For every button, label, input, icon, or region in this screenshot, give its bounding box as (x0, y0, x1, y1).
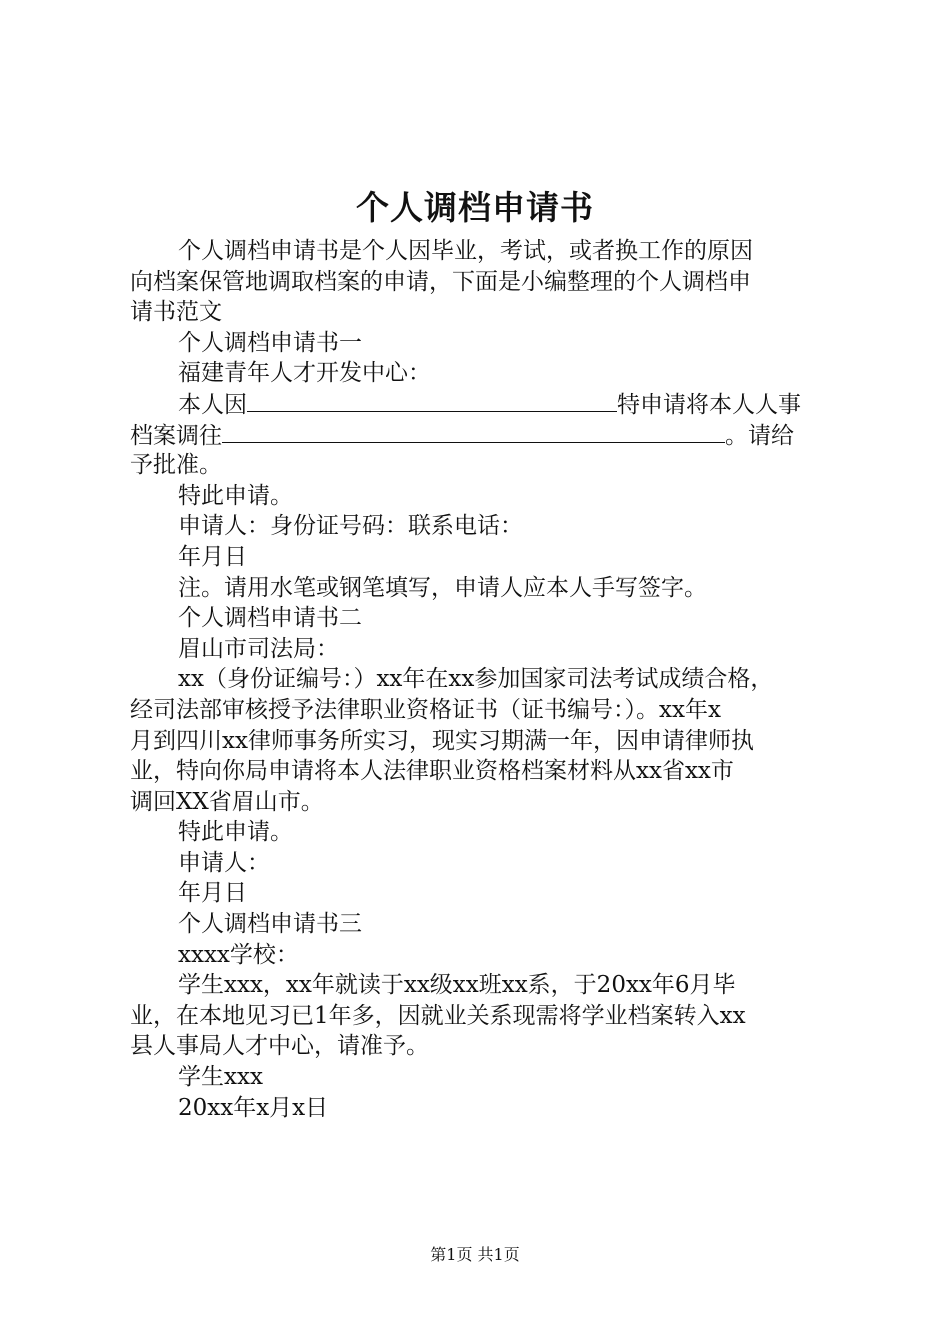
body-text: 。请给 (725, 422, 794, 449)
intro-line-2: 向档案保管地调取档案的申请，下面是小编整理的个人调档申 (130, 268, 751, 295)
document-body (130, 236, 830, 1123)
section-2-signature: 申请人： (178, 849, 270, 876)
document-title: 个人调档申请书 (356, 188, 594, 227)
section-2-recipient: 眉山市司法局： (178, 635, 339, 662)
intro-line-3: 请书范文 (130, 299, 222, 326)
section-1-recipient: 福建青年人才开发中心： (178, 360, 431, 387)
section-3-recipient: xxxx学校： (178, 941, 299, 968)
section-3-body-line-2: 业，在本地见习已1年多，因就业关系现需将学业档案转入xx (130, 1002, 746, 1029)
section-2-date: 年月日 (178, 880, 247, 907)
intro-line-1: 个人调档申请书是个人因毕业，考试，或者换工作的原因 (178, 238, 753, 264)
section-1-date: 年月日 (178, 543, 247, 570)
section-3-date: 20xx年x月x日 (178, 1094, 329, 1121)
section-1-heading: 个人调档申请书一 (178, 329, 362, 356)
section-2-body-line-5: 调回XX省眉山市。 (130, 788, 324, 815)
fill-in-blank-destination (222, 420, 725, 443)
page-footer: 第1页 共1页 (430, 1245, 520, 1264)
section-2-body-line-1: xx（身份证编号：）xx年在xx参加国家司法考试成绩合格， (178, 666, 774, 693)
body-text: 本人因 (178, 391, 247, 418)
body-text: 档案调往 (130, 422, 222, 449)
section-1-closing: 特此申请。 (178, 482, 293, 509)
section-3-body-line-1: 学生xxx，xx年就读于xx级xx班xx系，于20xx年6月毕 (178, 972, 736, 999)
fill-in-blank-reason (247, 389, 617, 412)
section-2-body-line-2: 经司法部审核授予法律职业资格证书（证书编号：）。xx年x (130, 696, 721, 723)
section-2-heading: 个人调档申请书二 (178, 605, 362, 632)
section-1-body-line-2 (130, 420, 830, 451)
section-3-signature: 学生xxx (178, 1064, 263, 1091)
section-1-body-line-3: 予批准。 (130, 452, 222, 479)
section-2-body-line-3: 月到四川xx律师事务所实习，现实习期满一年，因申请律师执 (130, 727, 754, 754)
section-3-body-line-3: 县人事局人才中心，请准予。 (130, 1033, 429, 1060)
section-1-body-line-1 (130, 389, 830, 420)
body-text: 特申请将本人人事 (617, 391, 801, 418)
section-2-closing: 特此申请。 (178, 819, 293, 846)
section-1-signature: 申请人：身份证号码：联系电话： (178, 513, 523, 540)
section-1-note: 注。请用水笔或钢笔填写，申请人应本人手写签字。 (178, 574, 707, 601)
section-2-body-line-4: 业，特向你局申请将本人法律职业资格档案材料从xx省xx市 (130, 758, 734, 785)
section-3-heading: 个人调档申请书三 (178, 911, 362, 938)
